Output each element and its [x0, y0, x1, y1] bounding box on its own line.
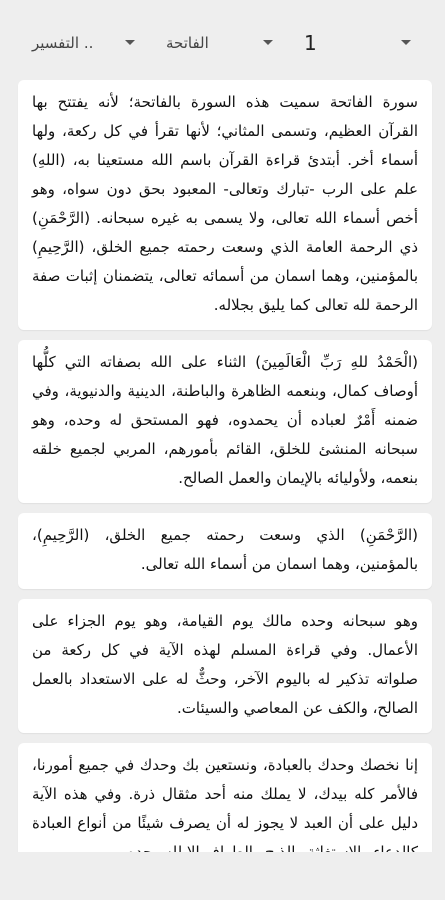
tafsir-text: إنا نخصك وحدك بالعبادة، ونستعين بك وحدك في جميع أمورنا، فالأمر كله بيدك، لا يملك منه أحد مثقال ذرة. وفي هذه الآية دليل على أن العبد لا يجوز له أن يصرف شيئًا من أنواع العبادة — [32, 756, 418, 832]
ayah-dropdown[interactable] — [288, 28, 418, 64]
chevron-down-icon — [398, 34, 414, 50]
tafsir-card — [18, 340, 432, 503]
surah-dropdown-value: الفاتحة — [166, 34, 209, 52]
ayah-dropdown-value: 1 — [304, 31, 317, 55]
chevron-down-icon — [122, 34, 138, 50]
tafsir-text: سورة الفاتحة سميت هذه السورة بالفاتحة؛ لأنه يفتتح بها القرآن العظيم، وتسمى المثاني؛ لأنها تقرأ في كل ركعة، ولها أسماء أخر. أبتدئ قراءة القرآن باسم الله مستعينا به، (اللهِ) علم على الرب -تبارك وتعالى- المعبود بحق دون سواه، وهو أخص أسماء الله تعالى، ولا يسمى به غيره سبحانه. (الرَّحْمَنِ) ذي الرحمة العامة الذي وسعت رحمته جميع الخلق، (الرَّحِيمِ) بالمؤمنين، وهما اسمان من أسمائه تعالى، يتضمنان إثبات صفة الرحمة لله تعالى كما يليق بجلاله. — [32, 93, 418, 314]
tafsir-card — [18, 80, 432, 330]
chevron-down-icon — [260, 34, 276, 50]
tafsir-text: (الْحَمْدُ للهِ رَبِّ الْعَالَمِينَ) الثناء على الله بصفاته التي كلُّها أوصاف كمال، وبنعمه الظاهرة والباطنة، الدينية والدنيوية، وفي ضمنه أَمْرٌ لعباده أن يحمدوه، فهو المستحق له وحده، وهو سبحانه المنشئ للخلق، القائم بأمورهم، المربي لجميع خلقه بنعمه، ولأوليائه بالإيمان والعمل الصالح. — [32, 353, 418, 487]
tafsir-dropdown[interactable] — [20, 28, 140, 64]
top-toolbar — [0, 0, 445, 80]
tafsir-list[interactable] — [18, 80, 432, 850]
tafsir-card — [18, 599, 432, 733]
tafsir-text: (الرَّحْمَنِ) الذي وسعت رحمته جميع الخلق، (الرَّحِيمِ)، بالمؤمنين، وهما اسمان من أسماء الله تعالى. — [32, 526, 418, 573]
tafsir-dropdown-value: التفسير .. — [32, 34, 94, 52]
tafsir-card — [18, 513, 432, 589]
tafsir-text: وهو سبحانه وحده مالك يوم القيامة، وهو يوم الجزاء على الأعمال. وفي قراءة المسلم لهذه الآية في كل ركعة من صلواته تذكير له باليوم الآخر، وحثٌّ له على الاستعداد بالعمل الصالح، والكف عن المعاصي والسيئات. — [32, 612, 418, 717]
surah-dropdown[interactable] — [150, 28, 280, 64]
bottom-area — [0, 852, 445, 900]
